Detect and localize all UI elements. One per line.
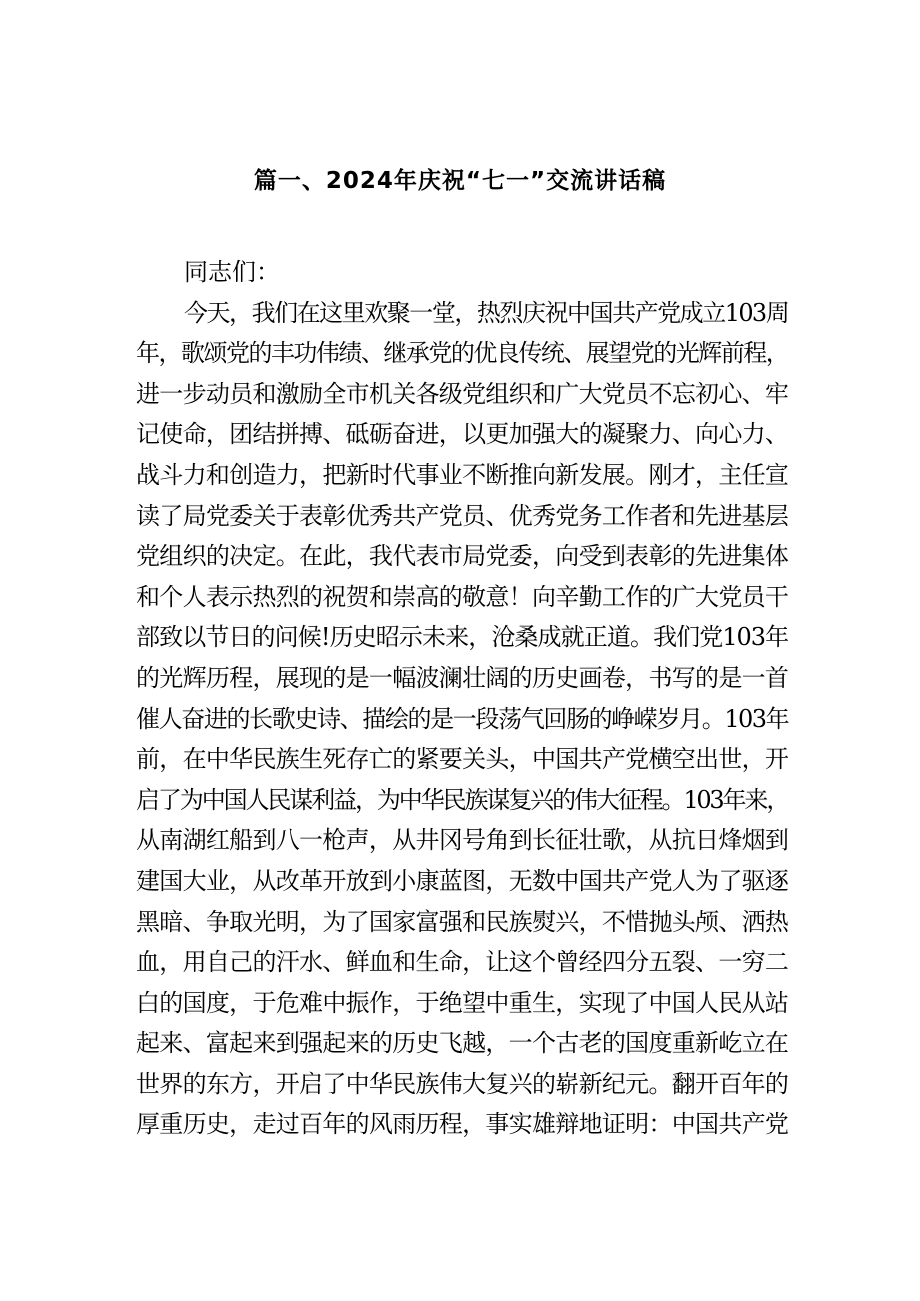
paragraph-line: 厚重历史，走过百年的风雨历程，事实雄辩地证明：中国共产党 — [136, 1110, 788, 1139]
paragraph-line: 和个人表示热烈的祝贺和崇高的敬意！向辛勤工作的广大党员干 — [136, 582, 788, 611]
paragraph-line: 催人奋进的长歌史诗、描绘的是一段荡气回肠的峥嵘岁月。103年 — [136, 704, 788, 733]
paragraph-line: 黑暗、争取光明，为了国家富强和民族熨兴，不惜抛头颅、洒热 — [136, 907, 788, 936]
paragraph-line: 战斗力和创造力，把新时代事业不断推向新发展。刚才，主任宣 — [136, 460, 788, 489]
paragraph-line: 血，用自己的汗水、鲜血和生命，让这个曾经四分五裂、一穷二 — [136, 948, 788, 977]
paragraph-line: 启了为中国人民谋利益，为中华民族谋复兴的伟大征程。103年来， — [136, 785, 788, 814]
paragraph-line: 起来、富起来到强起来的历史飞越，一个古老的国度重新屹立在 — [136, 1029, 788, 1058]
paragraph-line: 今天，我们在这里欢聚一堂，热烈庆祝中国共产党成立103周 — [184, 298, 788, 327]
paragraph-line: 进一步动员和激励全市机关各级党组织和广大党员不忘初心、牢 — [136, 379, 788, 408]
document-body — [136, 252, 788, 1145]
paragraph-line: 记使命，团结拼搏、砥砺奋进，以更加强大的凝聚力、向心力、 — [136, 420, 788, 449]
document-title: 篇一、2024年庆祝“七一”交流讲话稿 — [253, 168, 667, 194]
paragraph-line: 从南湖红船到八一枪声，从井冈号角到长征壮歌，从抗日烽烟到 — [136, 826, 788, 855]
paragraph-line: 党组织的决定。在此，我代表市局党委，向受到表彰的先进集体 — [136, 542, 788, 571]
paragraph-line: 读了局党委关于表彰优秀共产党员、优秀党务工作者和先进基层 — [136, 501, 788, 530]
paragraph-line: 世界的东方，开启了中华民族伟大复兴的崭新纪元。翻开百年的 — [136, 1069, 788, 1098]
paragraph-line: 部致以节日的问候!历史昭示未来，沧桑成就正道。我们党103年 — [136, 623, 788, 652]
body-paragraph — [136, 293, 788, 1145]
paragraph-line: 白的国度，于危难中振作，于绝望中重生，实现了中国人民从站 — [136, 988, 788, 1017]
paragraph-line: 年，歌颂党的丰功伟绩、继承党的优良传统、展望党的光辉前程， — [136, 339, 788, 368]
salutation: 同志们： — [184, 258, 280, 286]
paragraph-line: 前，在中华民族生死存亡的紧要关头，中国共产党横空出世，开 — [136, 745, 788, 774]
paragraph-line: 的光辉历程，展现的是一幅波澜壮阔的历史画卷，书写的是一首 — [136, 663, 788, 692]
paragraph-line: 建国大业，从改革开放到小康蓝图，无数中国共产党人为了驱逐 — [136, 866, 788, 895]
